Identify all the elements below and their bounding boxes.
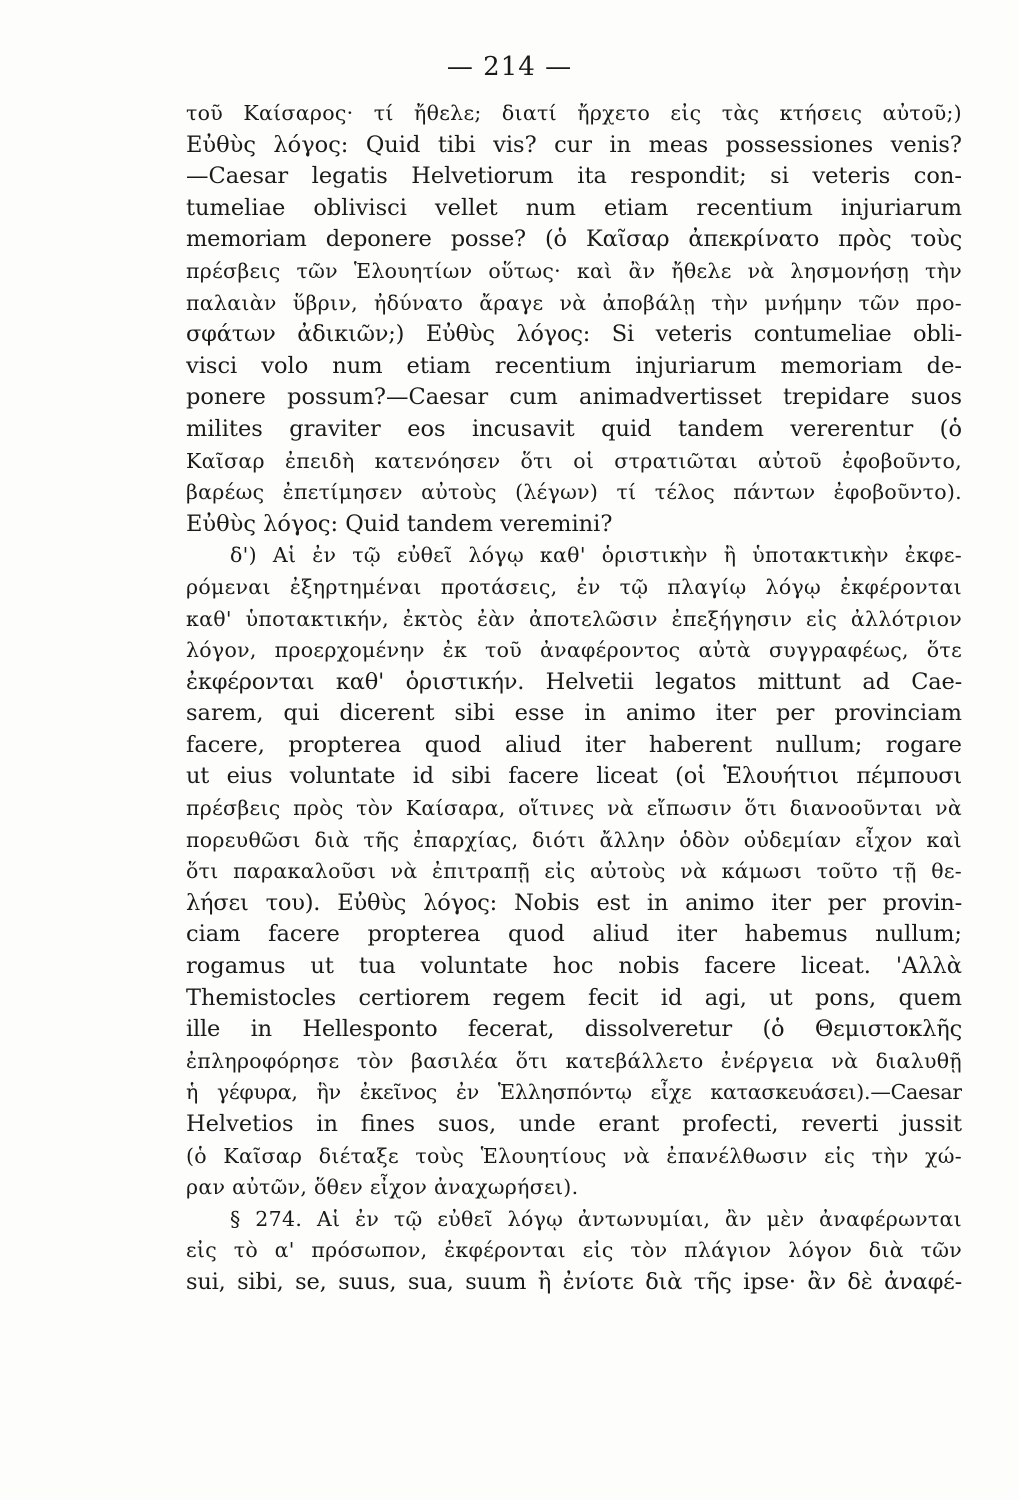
text-line: λήσει του). Εὐθὺς λόγος: Nobis est in animo iter per provin- [186, 889, 962, 916]
text-line: εἰς τὸ α' πρόσωπον, ἐκφέρονται εἰς τὸν πλάγιον λόγον διὰ τῶν [186, 1238, 962, 1263]
text-line: (ὁ Καῖσαρ διέταξε τοὺς Ἑλουητίους νὰ ἐπανέλθωσιν εἰς τὴν χώ- [186, 1143, 962, 1168]
text-line: δ') Αἱ ἐν τῷ εὐθεῖ λόγῳ καθ' ὁριστικὴν ἢ ὑποτακτικὴν ἐκφε- [230, 543, 962, 568]
text-line: Helvetios in fines suos, unde erant profecti, reverti jussit [186, 1111, 962, 1137]
text-line: πρέσβεις τῶν Ἑλουητίων οὕτως· καὶ ἂν ἤθελε νὰ λησμονήσῃ τὴν [186, 258, 962, 283]
text-line: ut eius voluntate id sibi facere liceat (οἱ Ἑλουήτιοι πέμπουσι [186, 763, 962, 790]
text-line: ἐκφέρονται καθ' ὁριστικήν. Helvetii legatos mittunt ad Cae- [186, 668, 962, 695]
text-line: rogamus ut tua voluntate hoc nobis facere liceat. 'Αλλὰ [186, 953, 962, 980]
text-line: σφάτων ἀδικιῶν;) Εὐθὺς λόγος: Si veteris contumeliae obli- [186, 321, 962, 348]
text-line: πορευθῶσι διὰ τῆς ἐπαρχίας, διότι ἄλλην ὁδὸν οὐδεμίαν εἶχον καὶ [186, 827, 962, 852]
text-line: ille in Hellesponto fecerat, dissolveretur (ὁ Θεμιστοκλῆς [186, 1016, 962, 1043]
text-line: λόγον, προερχομένην ἐκ τοῦ ἀναφέροντος αὐτὰ συγγραφέως, ὅτε [186, 638, 962, 663]
text-line: —Caesar legatis Helvetiorum ita respondit; si veteris con- [186, 163, 962, 190]
text-line: ὅτι παρακαλοῦσι νὰ ἐπιτραπῇ εἰς αὐτοὺς νὰ κάμωσι τοῦτο τῇ θε- [186, 859, 962, 884]
text-line: facere, propterea quod aliud iter haberent nullum; rogare [186, 731, 962, 758]
text-line: παλαιὰν ὕβριν, ἠδύνατο ἄραγε νὰ ἀποβάλῃ τὴν μνήμην τῶν προ- [186, 290, 962, 315]
text-line: memoriam deponere posse? (ὁ Καῖσαρ ἀπεκρίνατο πρὸς τοὺς [186, 226, 962, 253]
text-line: Καῖσαρ ἐπειδὴ κατενόησεν ὅτι οἱ στρατιῶται αὐτοῦ ἐφοβοῦντο, [186, 448, 962, 473]
text-line: ραν αὐτῶν, ὅθεν εἶχον ἀναχωρήσει). [186, 1175, 579, 1200]
text-line: τοῦ Καίσαρος· τί ἤθελε; διατί ἤρχετο εἰς τὰς κτήσεις αὐτοῦ;) [186, 101, 962, 125]
text-line: ciam facere propterea quod aliud iter habemus nullum; [186, 921, 962, 948]
text-line: ἡ γέφυρα, ἣν ἐκεῖνος ἐν Ἑλλησπόντῳ εἶχε κατασκευάσει).—Caesar [186, 1080, 962, 1105]
text-line: Themistocles certiorem regem fecit id agi, ut pons, quem [186, 984, 962, 1011]
text-line: milites graviter eos incusavit quid tandem vererentur (ὁ [186, 415, 962, 442]
text-line: Εὐθὺς λόγος: Quid tandem veremini? [186, 510, 613, 537]
text-line: visci volo num etiam recentium injuriarum memoriam de- [186, 352, 962, 379]
text-line: ponere possum?—Caesar cum animadvertisset trepidare suos [186, 384, 962, 411]
text-line: sarem, qui dicerent sibi esse in animo iter per provinciam [186, 700, 962, 727]
text-line: καθ' ὑποτακτικήν, ἐκτὸς ἐὰν ἀποτελῶσιν ἐπεξήγησιν εἰς ἀλλότριον [186, 606, 962, 631]
body-text [186, 98, 962, 1299]
text-line: πρέσβεις πρὸς τὸν Καίσαρα, οἵτινες νὰ εἴπωσιν ὅτι διανοοῦνται νὰ [186, 796, 962, 821]
text-line: sui, sibi, se, suus, sua, suum ἢ ἐνίοτε διὰ τῆς ipse· ἂν δὲ ἀναφέ- [186, 1268, 962, 1295]
text-line: Εὐθὺς λόγος: Quid tibi vis? cur in meas possessiones venis? [186, 131, 962, 158]
text-line: tumeliae oblivisci vellet num etiam recentium injuriarum [186, 194, 962, 221]
text-line: ἐπληροφόρησε τὸν βασιλέα ὅτι κατεβάλλετο ἐνέργεια νὰ διαλυθῇ [186, 1048, 962, 1073]
page-number: — 214 — [446, 52, 573, 82]
text-line: βαρέως ἐπετίμησεν αὐτοὺς (λέγων) τί τέλος πάντων ἐφοβοῦντο). [186, 480, 962, 505]
text-line: ρόμεναι ἐξηρτημέναι προτάσεις, ἐν τῷ πλαγίῳ λόγῳ ἐκφέρονται [186, 574, 962, 599]
text-line: § 274. Αἱ ἐν τῷ εὐθεῖ λόγῳ ἀντωνυμίαι, ἂν μὲν ἀναφέρωνται [230, 1206, 962, 1231]
